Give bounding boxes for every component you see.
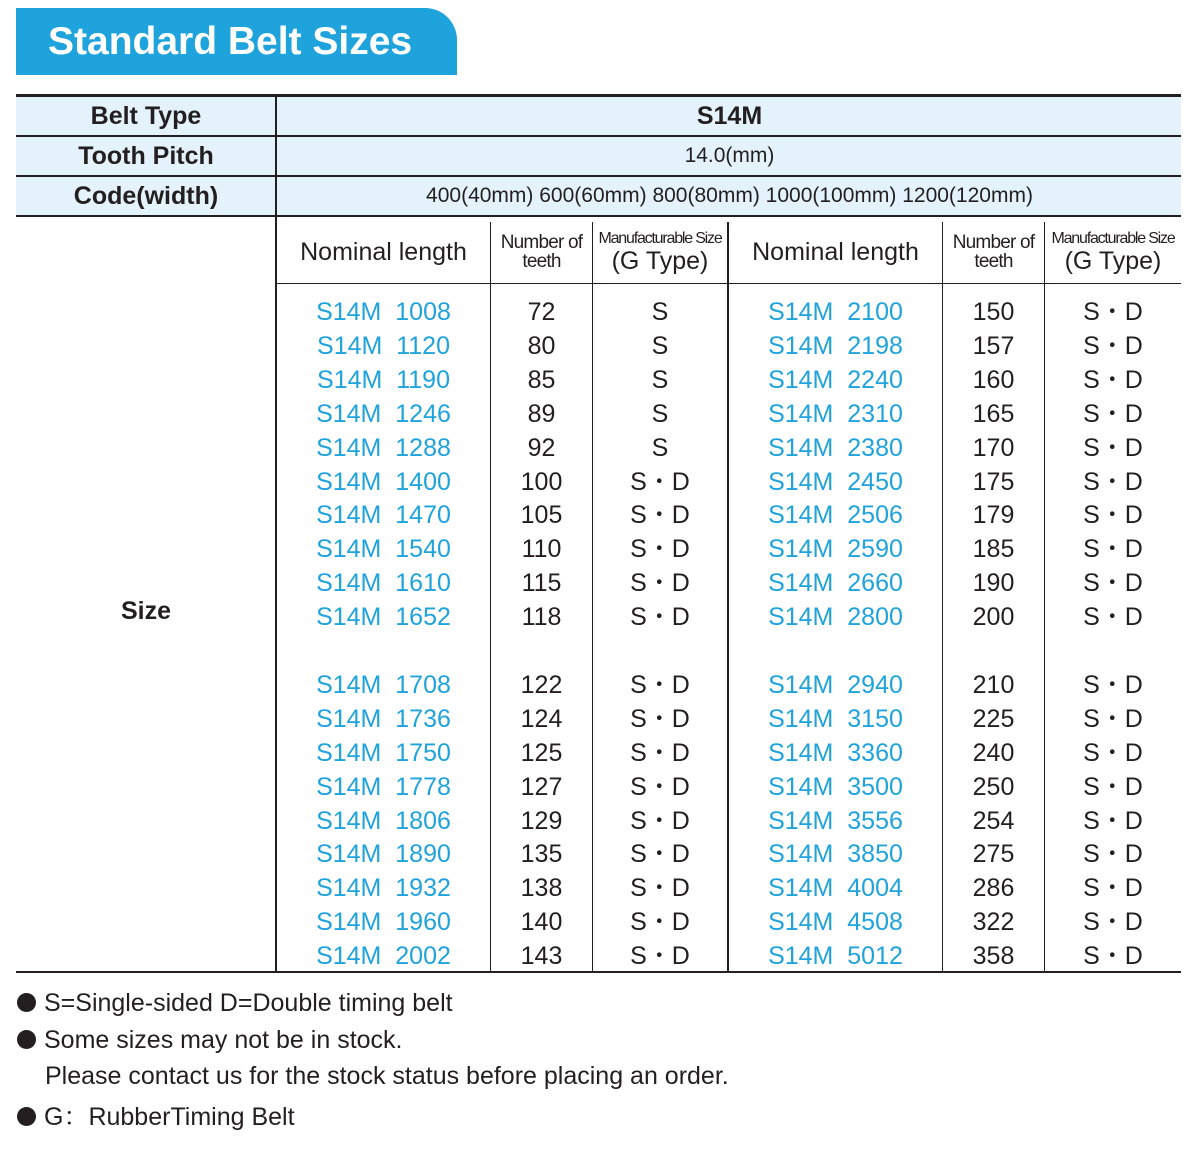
- manufacturable-size: S・D: [630, 772, 690, 801]
- manufacturable-size: S・D: [1083, 603, 1143, 632]
- manufacturable-size-header: [1045, 222, 1181, 282]
- teeth-count: 210: [972, 670, 1015, 699]
- belt-code: S14M 1736: [316, 704, 451, 733]
- teeth-count: 89: [527, 399, 556, 428]
- teeth-count: 250: [972, 772, 1015, 801]
- manufacturable-size: S・D: [1083, 433, 1143, 462]
- note-text: Some sizes may not be in stock.: [44, 1026, 403, 1054]
- belt-code: S14M 2240: [768, 365, 903, 394]
- belt-code: S14M 1246: [316, 399, 451, 428]
- note-text: Please contact us for the stock status before placing an order.: [45, 1062, 729, 1090]
- manufacturable-size: S・D: [630, 501, 690, 530]
- bullet-icon: [17, 1030, 36, 1049]
- manufacturable-size: S・D: [630, 874, 690, 903]
- belt-code: S14M 2450: [768, 467, 903, 496]
- manufacturable-size-header: [593, 222, 727, 282]
- belt-code: S14M 4508: [768, 908, 903, 937]
- teeth-count: 85: [527, 365, 556, 394]
- teeth-count: 286: [972, 874, 1015, 903]
- manufacturable-size: S・D: [630, 603, 690, 632]
- manufacturable-size: S・D: [1083, 569, 1143, 598]
- teeth-count: 80: [527, 331, 556, 360]
- teeth-count: 150: [972, 298, 1015, 326]
- manufacturable-size: S・D: [1083, 331, 1143, 360]
- teeth-count: 124: [520, 704, 563, 733]
- belt-code: S14M 1008: [316, 298, 451, 326]
- teeth-count: 190: [972, 569, 1015, 598]
- teeth-count: 240: [972, 738, 1015, 767]
- manufacturable-size: S・D: [1083, 467, 1143, 496]
- teeth-count: 358: [972, 942, 1015, 971]
- belt-code: S14M 1470: [316, 501, 451, 530]
- belt-code: S14M 2198: [768, 331, 903, 360]
- teeth-count: 140: [520, 908, 563, 937]
- teeth-count: 322: [972, 908, 1015, 937]
- note-g-type: [17, 1097, 295, 1133]
- manufacturable-size: S: [651, 365, 669, 394]
- note-text: G：RubberTiming Belt: [44, 1103, 295, 1131]
- manufacturable-size: S: [651, 298, 669, 326]
- belt-code: S14M 2002: [316, 942, 451, 971]
- note-stock-contact: [45, 1062, 729, 1091]
- teeth-count: 118: [521, 603, 562, 632]
- belt-code: S14M 1120: [317, 331, 450, 360]
- belt-code: S14M 2310: [768, 399, 903, 428]
- manufacturable-size: S・D: [1083, 535, 1143, 564]
- manufacturable-size: S・D: [1083, 738, 1143, 767]
- teeth-header-line2: teeth: [974, 251, 1013, 272]
- manufacturable-size: S・D: [630, 942, 690, 971]
- belt-code: S14M 1778: [316, 772, 451, 801]
- manufacturable-size: S・D: [1083, 298, 1143, 326]
- nominal-length-header: Nominal length: [752, 237, 919, 266]
- teeth-count: 157: [972, 331, 1015, 360]
- manufacturable-size: S: [651, 399, 669, 428]
- page-title: Standard Belt Sizes: [48, 20, 413, 63]
- nominal-length-header: Nominal length: [300, 237, 467, 266]
- belt-code: S14M 1400: [316, 467, 451, 496]
- belt-code: S14M 2380: [768, 433, 903, 462]
- mfg-header-line1: Manufacturable Size: [598, 229, 722, 247]
- belt-code: S14M 2800: [768, 603, 903, 632]
- belt-code: S14M 1890: [316, 840, 451, 869]
- mfg-header-line2: (G Type): [611, 246, 709, 275]
- manufacturable-size: S・D: [630, 467, 690, 496]
- teeth-count: 185: [972, 535, 1015, 564]
- teeth-count: 275: [972, 840, 1015, 869]
- teeth-count: 143: [520, 942, 563, 971]
- teeth-count: 135: [520, 840, 563, 869]
- manufacturable-size: S・D: [1083, 365, 1143, 394]
- manufacturable-size: S・D: [1083, 806, 1143, 835]
- teeth-header-line2: teeth: [522, 251, 561, 272]
- belt-code: S14M 3500: [768, 772, 903, 801]
- teeth-count: 100: [520, 467, 563, 496]
- belt-code: S14M 3850: [768, 840, 903, 869]
- manufacturable-size: S・D: [630, 840, 690, 869]
- teeth-count: 138: [520, 874, 563, 903]
- teeth-header-line1: Number of: [500, 232, 583, 253]
- belt-code: S14M 2100: [768, 298, 903, 326]
- note-text: S=Single-sided D=Double timing belt: [44, 989, 453, 1017]
- belt-type-value: S14M: [696, 102, 763, 130]
- column-header-rule: [276, 283, 1181, 284]
- teeth-count: 254: [972, 806, 1015, 835]
- belt-code: S14M 1540: [316, 535, 451, 564]
- manufacturable-size: S・D: [1083, 840, 1143, 869]
- teeth-count: 165: [972, 399, 1015, 428]
- note-belt-sides: [17, 989, 453, 1018]
- belt-code: S14M 1806: [316, 806, 451, 835]
- manufacturable-size: S・D: [1083, 399, 1143, 428]
- note-stock: [17, 1026, 402, 1055]
- belt-code: S14M 1190: [317, 365, 450, 394]
- belt-code: S14M 2590: [768, 535, 903, 564]
- teeth-header-line1: Number of: [952, 232, 1035, 253]
- bullet-icon: [17, 1107, 36, 1126]
- teeth-count: 200: [972, 603, 1015, 632]
- manufacturable-size: S・D: [1083, 942, 1143, 971]
- code-width-label: Code(width): [73, 182, 219, 210]
- manufacturable-size: S・D: [630, 704, 690, 733]
- belt-code: S14M 1610: [316, 569, 451, 598]
- manufacturable-size: S・D: [1083, 874, 1143, 903]
- teeth-count: 110: [521, 535, 562, 564]
- belt-code: S14M 4004: [768, 874, 903, 903]
- manufacturable-size: S・D: [1083, 670, 1143, 699]
- belt-code: S14M 2506: [768, 501, 903, 530]
- manufacturable-size: S・D: [1083, 908, 1143, 937]
- mfg-header-line2: (G Type): [1064, 246, 1162, 275]
- belt-code: S14M 1652: [316, 603, 451, 632]
- manufacturable-size: S・D: [630, 908, 690, 937]
- teeth-count: 125: [520, 738, 563, 767]
- teeth-count: 115: [521, 569, 562, 598]
- manufacturable-size: S・D: [1083, 704, 1143, 733]
- teeth-count: 160: [972, 365, 1015, 394]
- manufacturable-size: S・D: [630, 569, 690, 598]
- tooth-pitch-value: 14.0(mm): [684, 144, 775, 167]
- belt-code: S14M 3556: [768, 806, 903, 835]
- manufacturable-size: S・D: [630, 806, 690, 835]
- manufacturable-size: S: [651, 331, 669, 360]
- manufacturable-size: S・D: [630, 670, 690, 699]
- manufacturable-size: S・D: [1083, 501, 1143, 530]
- belt-code: S14M 3150: [768, 704, 903, 733]
- belt-code: S14M 1960: [316, 908, 451, 937]
- teeth-count: 179: [972, 501, 1015, 530]
- teeth-count: 170: [972, 433, 1015, 462]
- teeth-count: 127: [520, 772, 563, 801]
- belt-code: S14M 1932: [316, 874, 451, 903]
- size-label: Size: [120, 597, 172, 625]
- teeth-count: 72: [527, 298, 556, 326]
- belt-code: S14M 5012: [768, 942, 903, 971]
- teeth-count: 175: [972, 467, 1015, 496]
- teeth-count: 105: [520, 501, 563, 530]
- teeth-count: 129: [520, 806, 563, 835]
- manufacturable-size: S・D: [630, 738, 690, 767]
- teeth-header: [943, 222, 1044, 282]
- belt-code: S14M 1708: [316, 670, 451, 699]
- belt-code: S14M 2660: [768, 569, 903, 598]
- code-width-value: 400(40mm) 600(60mm) 800(80mm) 1000(100mm) 1200(120mm): [426, 184, 1033, 207]
- belt-type-label: Belt Type: [90, 102, 202, 130]
- teeth-count: 92: [527, 433, 556, 462]
- manufacturable-size: S・D: [1083, 772, 1143, 801]
- mfg-header-line1: Manufacturable Size: [1051, 229, 1175, 247]
- teeth-header: [491, 222, 592, 282]
- belt-code: S14M 1288: [316, 433, 451, 462]
- teeth-count: 122: [520, 670, 563, 699]
- manufacturable-size: S: [651, 433, 669, 462]
- belt-code: S14M 1750: [316, 738, 451, 767]
- belt-code: S14M 3360: [768, 738, 903, 767]
- belt-code: S14M 2940: [768, 670, 903, 699]
- title-banner: [16, 8, 457, 75]
- teeth-count: 225: [972, 704, 1015, 733]
- tooth-pitch-label: Tooth Pitch: [78, 142, 214, 170]
- bullet-icon: [17, 993, 36, 1012]
- manufacturable-size: S・D: [630, 535, 690, 564]
- header-bottom-rule: [16, 215, 1181, 217]
